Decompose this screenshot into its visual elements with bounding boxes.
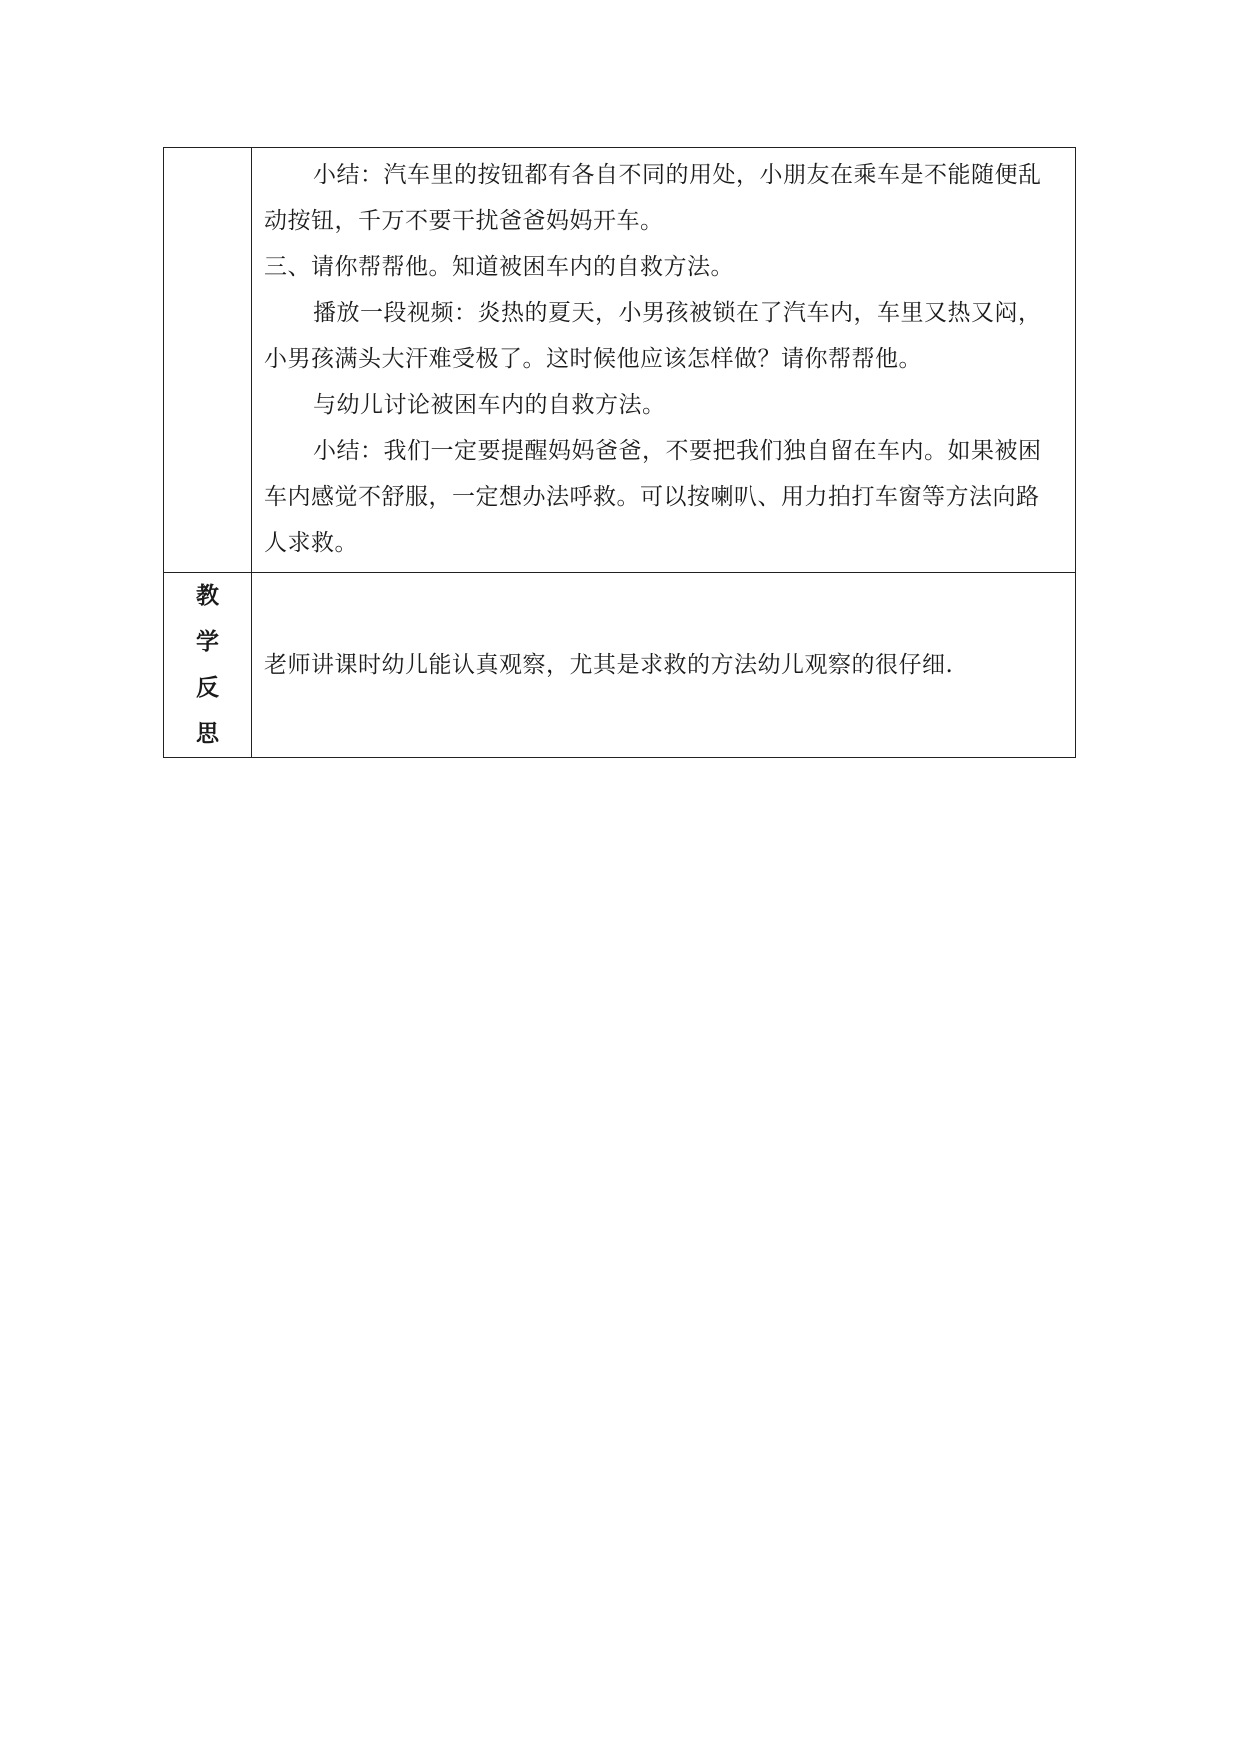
label-char: 思 bbox=[196, 721, 219, 747]
section-three-heading: 三、请你帮帮他。知道被困车内的自救方法。 bbox=[264, 254, 734, 280]
discussion-paragraph: 与幼儿讨论被困车内的自救方法。 bbox=[313, 392, 666, 418]
lesson-plan-table bbox=[163, 147, 1076, 758]
reflection-text: 老师讲课时幼儿能认真观察，尤其是求救的方法幼儿观察的很仔细. bbox=[264, 652, 954, 678]
reflection-label bbox=[164, 573, 251, 757]
reflection-row bbox=[164, 573, 1076, 758]
label-char: 教 bbox=[196, 583, 219, 609]
video-paragraph: 播放一段视频：炎热的夏天，小男孩被锁在了汽车内，车里又热又闷，小男孩满头大汗难受极了。这时候他应该怎样做？请你帮帮他。 bbox=[264, 300, 1042, 372]
reflection-content-cell bbox=[252, 573, 1076, 758]
summary-paragraph-1: 小结：汽车里的按钮都有各自不同的用处，小朋友在乘车是不能随便乱动按钮，千万不要干扰爸爸妈妈开车。 bbox=[264, 162, 1042, 234]
summary-paragraph-2: 小结：我们一定要提醒妈妈爸爸，不要把我们独自留在车内。如果被困车内感觉不舒服，一定想办法呼救。可以按喇叭、用力拍打车窗等方法向路人求救。 bbox=[264, 438, 1042, 556]
label-char: 学 bbox=[196, 629, 219, 655]
label-char: 反 bbox=[196, 675, 219, 701]
activity-label-cell bbox=[164, 148, 252, 573]
activity-row bbox=[164, 148, 1076, 573]
activity-content-cell bbox=[252, 148, 1076, 573]
reflection-label-cell bbox=[164, 573, 252, 758]
